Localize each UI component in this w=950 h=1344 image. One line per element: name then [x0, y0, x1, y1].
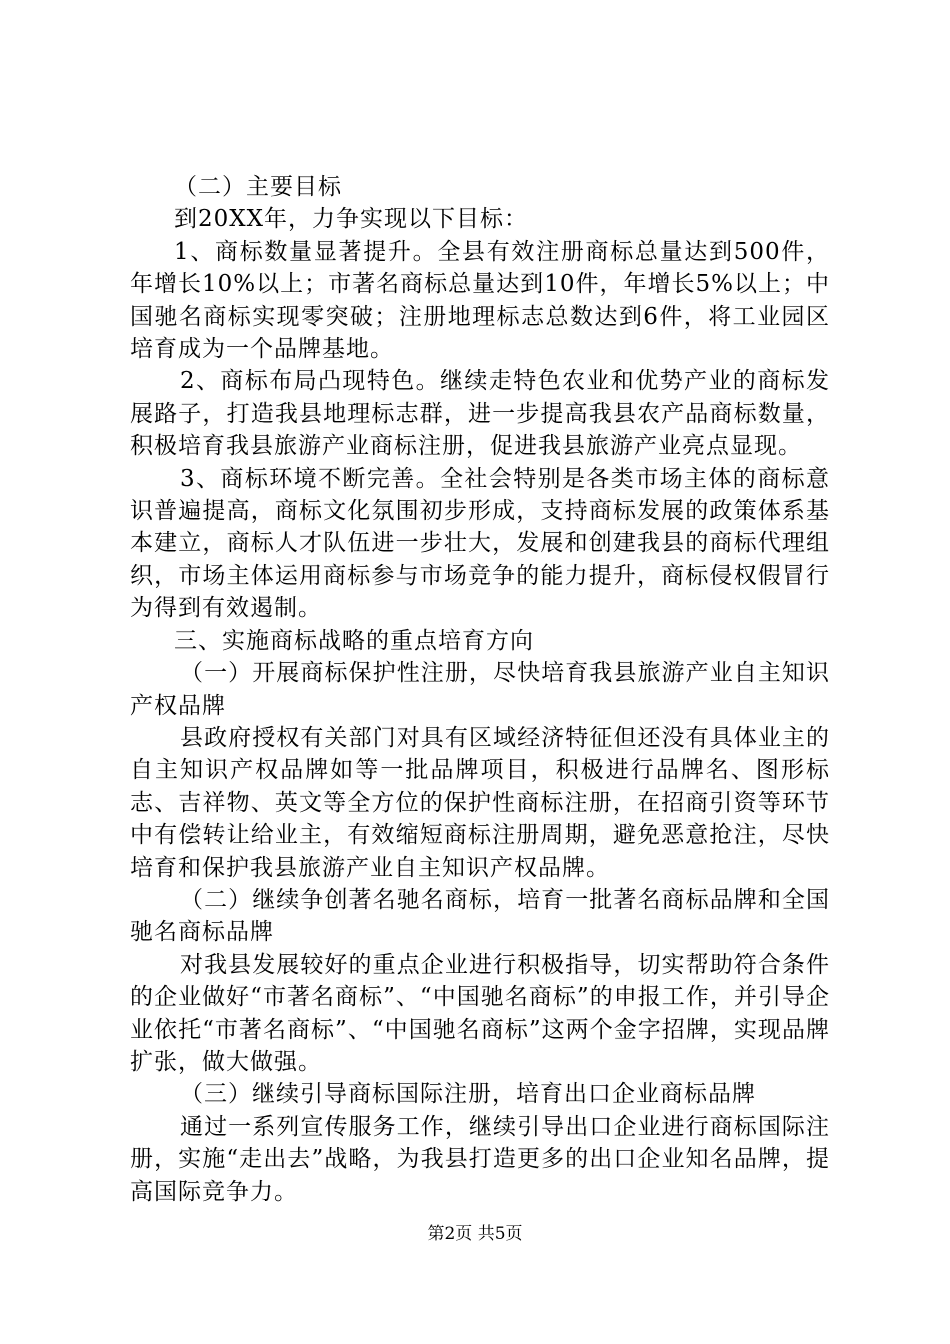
- paragraph-direction-1: 县政府授权有关部门对具有区域经济特征但还没有具体业主的自主知识产权品牌如等一批品牌项目，积极进行品牌名、图形标志、吉祥物、英文等全方位的保护性商标注册，在招商引资等环节中有偿转让给业主，有效缩短商标注册周期，避免恶意抢注，尽快培育和保护我县旅游产业自主知识产权品牌。: [130, 724, 830, 881]
- document-body: [130, 171, 830, 1208]
- paragraph-goal-1: 1、商标数量显著提升。全县有效注册商标总量达到500件，年增长10%以上；市著名商标总量达到10件，年增长5%以上；中国驰名商标实现零突破；注册地理标志总数达到6件，将工业园区培育成为一个品牌基地。: [130, 238, 830, 363]
- paragraph-intro: 到20XX年，力争实现以下目标：: [174, 206, 529, 233]
- subheading-direction-3: （三）继续引导商标国际注册，培育出口企业商标品牌: [180, 1081, 756, 1108]
- paragraph-direction-3: 通过一系列宣传服务工作，继续引导出口企业进行商标国际注册，实施“走出去”战略，为我县打造更多的出口企业知名品牌，提高国际竞争力。: [130, 1113, 830, 1205]
- section-heading-main-goals: （二）主要目标: [174, 174, 342, 200]
- section-heading-directions: 三、实施商标战略的重点培育方向: [174, 627, 534, 654]
- page-number-footer: 第2页 共5页: [427, 1224, 523, 1244]
- paragraph-goal-3: 3、商标环境不断完善。全社会特别是各类市场主体的商标意识普遍提高，商标文化氛围初步形成，支持商标发展的政策体系基本建立，商标人才队伍进一步壮大，发展和创建我县的商标代理组织，市场主体运用商标参与市场竞争的能力提升，商标侵权假冒行为得到有效遏制。: [130, 465, 830, 622]
- paragraph-goal-2: 2、商标布局凸现特色。继续走特色农业和优势产业的商标发展路子，打造我县地理标志群，进一步提高我县农产品商标数量，积极培育我县旅游产业商标注册，促进我县旅游产业亮点显现。: [130, 368, 830, 460]
- subheading-direction-2: （二）继续争创著名驰名商标，培育一批著名商标品牌和全国驰名商标品牌: [130, 886, 830, 946]
- paragraph-direction-2: 对我县发展较好的重点企业进行积极指导，切实帮助符合条件的企业做好“市著名商标”、“中国驰名商标”的申报工作，并引导企业依托“市著名商标”、“中国驰名商标”这两个金字招牌，实现品牌扩张，做大做强。: [130, 951, 830, 1075]
- subheading-direction-1: （一）开展商标保护性注册，尽快培育我县旅游产业自主知识产权品牌: [130, 660, 830, 719]
